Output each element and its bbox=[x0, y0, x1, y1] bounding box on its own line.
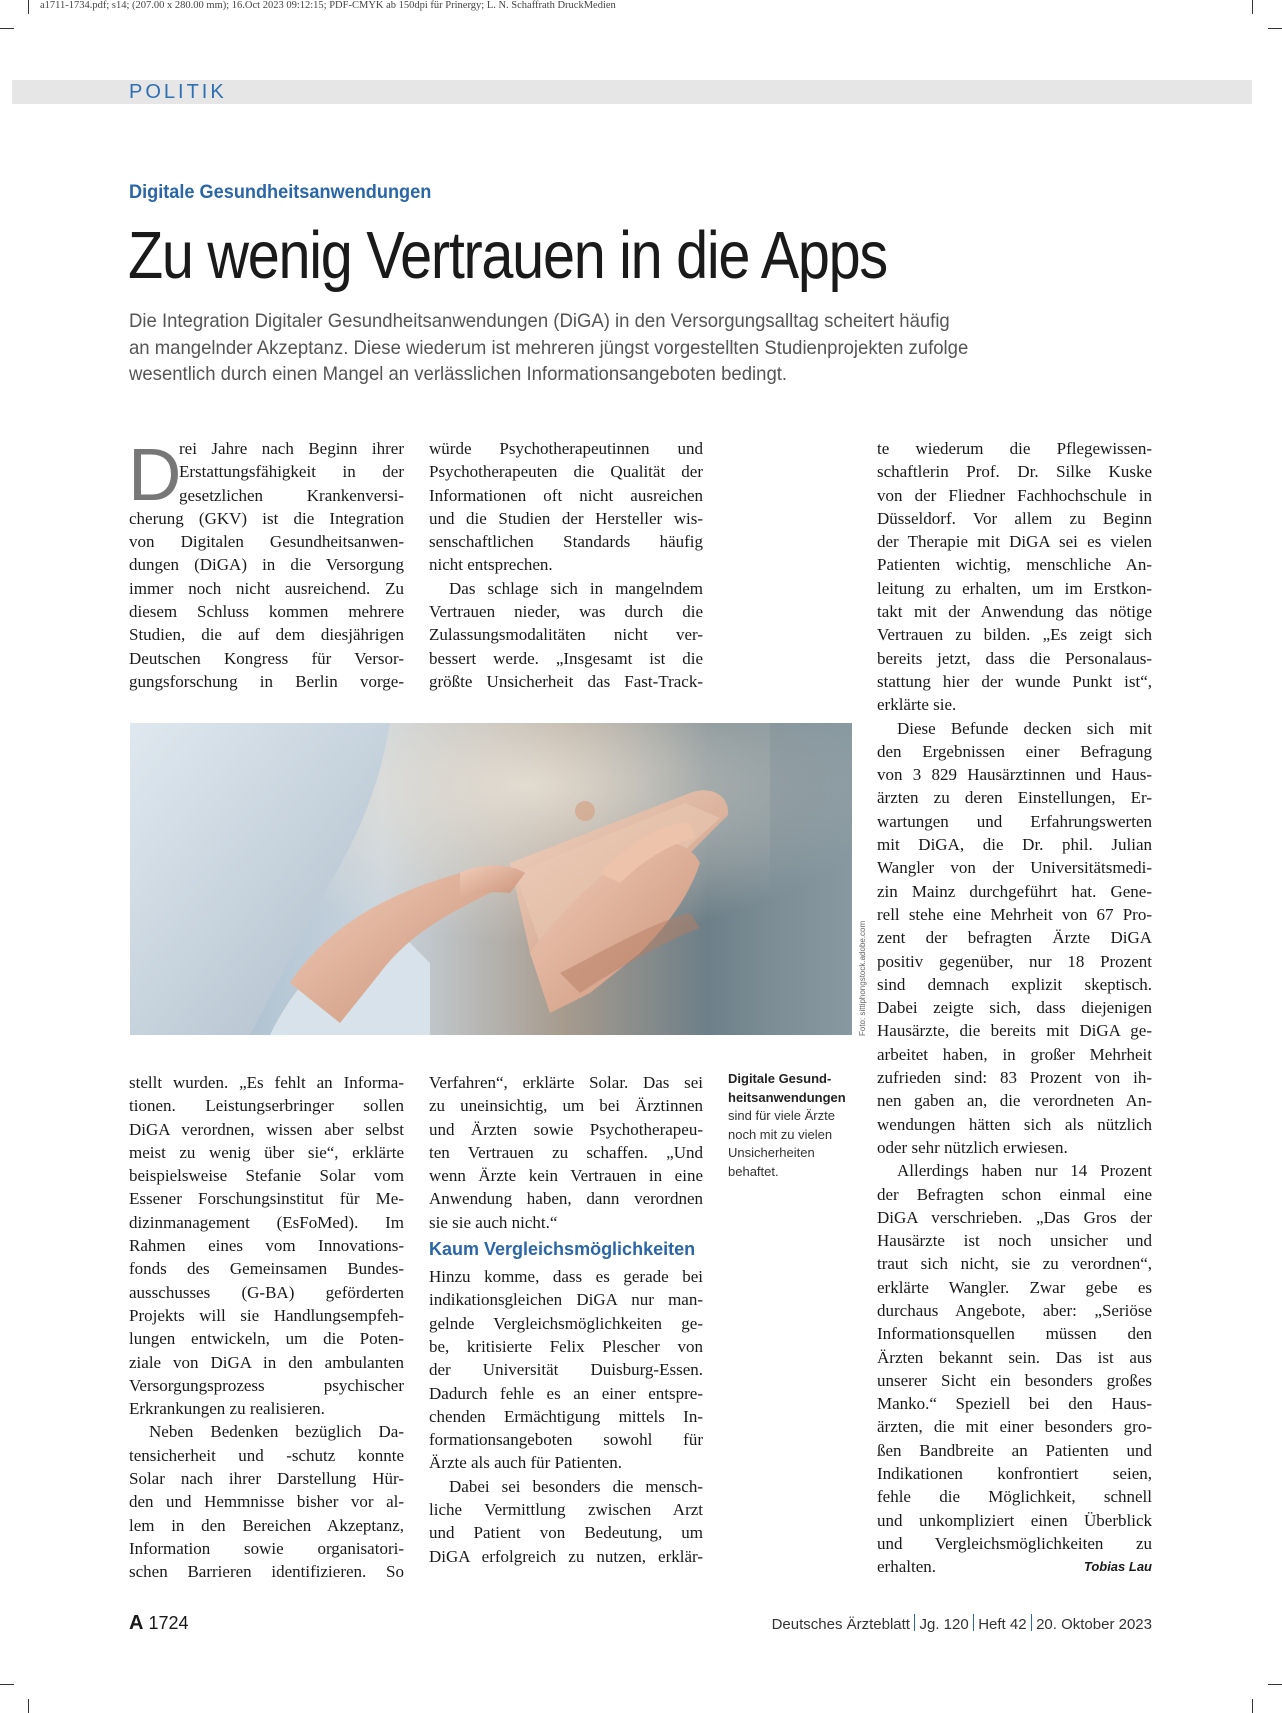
text-line: sie sie auch nicht.“ bbox=[429, 1212, 558, 1232]
separator bbox=[1031, 1614, 1033, 1631]
text-line: takt mit der Anwendung das nötige bbox=[877, 602, 1152, 622]
text-line: Neben Bedenken bezüglich Da- bbox=[149, 1422, 404, 1442]
photo-credit: Foto: sittiphongstock.adobe.com bbox=[858, 920, 867, 1036]
text-line: nicht entsprechen. bbox=[429, 555, 553, 575]
text-line: und Patient von Bedeutung, um bbox=[429, 1523, 703, 1543]
text-line: diesem Schluss kommen mehrere bbox=[129, 602, 404, 622]
crop-mark bbox=[1252, 0, 1253, 14]
text-line: und unkompliziert einen Überblick bbox=[877, 1510, 1152, 1530]
text-line: cherung (GKV) ist die Integration bbox=[129, 508, 404, 528]
text-line: gelnde Vergleichsmöglichkeiten ge- bbox=[429, 1313, 703, 1333]
text-line: dungen (DiGA) in die Versorgung bbox=[129, 555, 404, 575]
text-line: der Therapie mit DiGA sei es vielen bbox=[877, 532, 1152, 552]
column-1-bottom bbox=[129, 1071, 404, 1584]
text-line: zent der befragten Ärzte DiGA bbox=[877, 928, 1152, 948]
text-line: von Digitalen Gesundheitsanwen- bbox=[129, 532, 404, 552]
text-line: Hausärzte, die bereits mit DiGA ge- bbox=[877, 1021, 1152, 1041]
text-line: Rahmen eines vom Innovations- bbox=[129, 1236, 404, 1256]
text-line: ten Vertrauen zu schaffen. „Und bbox=[429, 1142, 703, 1162]
text-line: schaftlerin Prof. Dr. Silke Kuske bbox=[877, 462, 1152, 482]
journal-name: Deutsches Ärzteblatt bbox=[771, 1616, 910, 1633]
text-line: fehle die Möglichkeit, schnell bbox=[877, 1487, 1152, 1507]
text-line: be, kritisierte Felix Plescher von bbox=[429, 1336, 703, 1356]
text-line: tensicherheit und -schutz konnte bbox=[129, 1445, 404, 1465]
text-line: meist zu wenig über sie“, erklärte bbox=[129, 1142, 404, 1162]
text-line: Informationen oft nicht ausreichen bbox=[429, 485, 703, 505]
text-line: Versorgungsprozess psychischer bbox=[129, 1375, 404, 1395]
text-line: erklärte Wangler. Zwar gebe es bbox=[877, 1277, 1152, 1297]
text-line: ßen Bandbreite an Patienten und bbox=[877, 1440, 1152, 1460]
photo-caption bbox=[728, 1070, 858, 1181]
text-line: Dabei zeigte sich, dass diejenigen bbox=[877, 998, 1152, 1018]
text-line: wendungen hätten sich als nützlich bbox=[877, 1114, 1152, 1134]
text-line: bessert werde. „Insgesamt ist die bbox=[429, 648, 703, 668]
journal-date: 20. Oktober 2023 bbox=[1036, 1616, 1152, 1633]
text-line: zu uneinsichtig, um bei Ärztinnen bbox=[429, 1096, 703, 1116]
lead-line: an mangelnder Akzeptanz. Diese wiederum ist mehreren jüngst vorgestellten Studienprojekten zufolge bbox=[129, 336, 969, 359]
text-line: rell stehe eine Mehrheit von 67 Pro- bbox=[877, 904, 1152, 924]
text-line: Deutschen Kongress für Versor- bbox=[129, 648, 404, 668]
column-1-top bbox=[128, 433, 404, 693]
text-line: lungen entwickeln, um die Poten- bbox=[129, 1329, 404, 1349]
text-line: dizinmanagement (EsFoMed). Im bbox=[129, 1212, 404, 1232]
crop-mark bbox=[28, 0, 29, 14]
text-line: und die Studien der Hersteller wis- bbox=[429, 508, 703, 528]
text-line: ärzten zu deren Einstellungen, Er- bbox=[877, 788, 1152, 808]
text-line: Hinzu komme, dass es gerade bei bbox=[429, 1267, 703, 1287]
text-line: den Ergebnissen einer Befragung bbox=[877, 741, 1152, 761]
column-2-top bbox=[429, 437, 703, 693]
text-line: Dadurch fehle es an einer entspre- bbox=[429, 1383, 703, 1403]
text-line: positiv gegenüber, nur 18 Prozent bbox=[877, 951, 1152, 971]
text-line: rei Jahre nach Beginn ihrer bbox=[179, 439, 404, 458]
text-line: oder sehr nützlich erwiesen. bbox=[877, 1137, 1068, 1157]
text-line: Indikationen konfrontiert seien, bbox=[877, 1464, 1152, 1484]
caption-line: sind für viele Ärzte bbox=[728, 1108, 835, 1123]
text-line: gungsforschung in Berlin vorge- bbox=[129, 671, 404, 691]
text-line: tionen. Leistungserbringer sollen bbox=[129, 1096, 404, 1116]
headline: Zu wenig Vertrauen in die Apps bbox=[128, 218, 887, 293]
text-line: te wiederum die Pflegewissen- bbox=[877, 439, 1152, 458]
text-line: Diese Befunde decken sich mit bbox=[897, 718, 1152, 738]
separator bbox=[914, 1614, 916, 1631]
text-line: nen gaben an, die verordneten An- bbox=[877, 1091, 1152, 1111]
text-line: zufrieden sind: 83 Prozent von ih- bbox=[877, 1068, 1152, 1088]
text-line: ausschusses (G-BA) geförderten bbox=[129, 1282, 404, 1302]
crop-mark bbox=[0, 28, 14, 29]
text-line: leitung zu erhalten, um im Erstkon- bbox=[877, 578, 1152, 598]
journal-volume: Jg. 120 bbox=[919, 1616, 969, 1633]
text-line: liche Vermittlung zwischen Arzt bbox=[429, 1500, 703, 1520]
crop-mark bbox=[1252, 1699, 1253, 1713]
text-line: Patienten wichtig, menschliche An- bbox=[877, 555, 1152, 575]
text-line: sind demnach explizit skeptisch. bbox=[877, 974, 1152, 994]
column-3 bbox=[877, 437, 1152, 1579]
text-line: Ärzte als auch für Patienten. bbox=[429, 1453, 623, 1473]
text-line: den und Hemmnisse bisher vor al- bbox=[129, 1492, 404, 1512]
author-name: Tobias Lau bbox=[1083, 1559, 1152, 1575]
text-line: Verfahren“, erklärte Solar. Das sei bbox=[429, 1073, 703, 1092]
text-line: gesetzlichen Krankenversi- bbox=[179, 485, 404, 505]
text-line: unserer Sicht ein besonders großes bbox=[877, 1370, 1152, 1390]
text-line: arbeitet haben, in großer Mehrheit bbox=[877, 1044, 1152, 1064]
text-line: chenden Ermächtigung mittels In- bbox=[429, 1406, 703, 1426]
journal-issue: Heft 42 bbox=[978, 1616, 1027, 1633]
smartphone-photo bbox=[130, 723, 852, 1035]
last-line-with-author bbox=[877, 1555, 1152, 1578]
text-line: lem in den Bereichen Akzeptanz, bbox=[129, 1515, 404, 1535]
print-info-line: a1711-1734.pdf; s14; (207.00 x 280.00 mm); 16.Oct 2023 09:12:15; PDF-CMYK ab 150dpi für Prinergy; L. N. Schaffrath DruckMedien bbox=[40, 0, 616, 11]
text-line: wartungen und Erfahrungswerten bbox=[877, 811, 1152, 831]
text-line: Solar nach ihrer Darstellung Hür- bbox=[129, 1469, 404, 1489]
text-line: traut sich nicht, sie zu verordnen“, bbox=[877, 1254, 1152, 1274]
text-line: Projekts will sie Handlungsempfeh- bbox=[129, 1305, 404, 1325]
text-line: mit DiGA, die Dr. phil. Julian bbox=[877, 835, 1152, 855]
text-line: Erstattungsfähigkeit in der bbox=[179, 462, 404, 482]
text-line: durchaus Angebote, aber: „Seriöse bbox=[877, 1300, 1152, 1320]
text-line: der Befragten schon einmal eine bbox=[877, 1184, 1152, 1204]
column-2-bottom bbox=[429, 1071, 703, 1568]
text-line: erhalten. bbox=[877, 1557, 936, 1577]
text-line: würde Psychotherapeutinnen und bbox=[429, 439, 703, 458]
text-line: von 3 829 Hausärztinnen und Haus- bbox=[877, 765, 1152, 785]
crop-mark bbox=[0, 1684, 14, 1685]
page-number bbox=[129, 1612, 189, 1635]
text-line: Allerdings haben nur 14 Prozent bbox=[897, 1161, 1152, 1181]
separator bbox=[973, 1614, 975, 1631]
text-line: und Vergleichsmöglichkeiten zu bbox=[877, 1533, 1152, 1553]
text-line: von der Fliedner Fachhochschule in bbox=[877, 485, 1152, 505]
text-line: Zulassungsmodalitäten nicht ver- bbox=[429, 625, 703, 645]
text-line: Information sowie organisatori- bbox=[129, 1538, 404, 1558]
kicker: Digitale Gesundheitsanwendungen bbox=[129, 181, 432, 203]
text-line: stattung hier der wunde Punkt ist“, bbox=[877, 671, 1152, 691]
photo-illustration bbox=[130, 723, 852, 1035]
text-line: immer noch nicht ausreichend. Zu bbox=[129, 578, 404, 598]
text-line: formationsangeboten sowohl für bbox=[429, 1430, 703, 1450]
text-line: zin Mainz durchgeführt hat. Gene- bbox=[877, 881, 1152, 901]
text-line: Das schlage sich in mangelndem bbox=[449, 578, 703, 598]
text-line: senschaftlichen Standards häufig bbox=[429, 532, 703, 552]
text-line: DiGA verschrieben. „Das Gros der bbox=[877, 1207, 1152, 1227]
caption-bold-line: Digitale Gesund- bbox=[728, 1071, 832, 1086]
text-line: der Universität Duisburg-Essen. bbox=[429, 1360, 703, 1380]
text-line: Anwendung haben, dann verordnen bbox=[429, 1189, 703, 1209]
journal-info bbox=[772, 1614, 1152, 1633]
text-line: Informationsquellen müssen den bbox=[877, 1324, 1152, 1344]
text-line: Erkrankungen zu realisieren. bbox=[129, 1399, 325, 1419]
text-line: erklärte sie. bbox=[877, 695, 957, 715]
text-line: wenn Ärzte kein Vertrauen in eine bbox=[429, 1166, 703, 1186]
text-line: Vertrauen zu bilden. „Es zeigt sich bbox=[877, 625, 1152, 645]
text-line: fonds des Gemeinsamen Bundes- bbox=[129, 1259, 404, 1279]
page-number-value: 1724 bbox=[148, 1613, 189, 1633]
crop-mark bbox=[1268, 28, 1282, 29]
caption-bold-line: heitsanwendungen bbox=[728, 1089, 846, 1105]
crop-mark bbox=[1268, 1684, 1282, 1685]
text-line: stellt wurden. „Es fehlt an Informa- bbox=[129, 1073, 404, 1092]
text-line: DiGA verordnen, wissen aber selbst bbox=[129, 1119, 404, 1139]
text-line: beispielsweise Stefanie Solar vom bbox=[129, 1166, 404, 1186]
caption-line: behaftet. bbox=[728, 1163, 779, 1179]
text-line: Essener Forschungsinstitut für Me- bbox=[129, 1189, 404, 1209]
text-line: ärzten, die mit einer besonders gro- bbox=[877, 1417, 1152, 1437]
text-line: Düsseldorf. Vor allem zu Beginn bbox=[877, 508, 1152, 528]
lead-paragraph bbox=[129, 308, 1003, 388]
subheading: Kaum Vergleichsmöglichkeiten bbox=[429, 1239, 696, 1260]
text-line: Psychotherapeuten die Qualität der bbox=[429, 462, 703, 482]
caption-line: noch mit zu vielen bbox=[728, 1126, 833, 1142]
text-line: ziale von DiGA in den ambulanten bbox=[129, 1352, 404, 1372]
lead-line: wesentlich durch einen Mangel an verlässlichen Informationsangeboten bedingt. bbox=[129, 363, 788, 385]
text-line: schen Barrieren identifizieren. So bbox=[129, 1562, 404, 1582]
text-line: DiGA erfolgreich zu nutzen, erklär- bbox=[429, 1546, 703, 1566]
text-line: größte Unsicherheit das Fast-Track- bbox=[429, 671, 703, 691]
text-line: Manko.“ Speziell bei den Haus- bbox=[877, 1394, 1152, 1414]
text-line: und Ärzten sowie Psychotherapeu- bbox=[429, 1119, 703, 1139]
section-label: POLITIK bbox=[129, 81, 227, 103]
text-line: bereits jetzt, dass die Personalaus- bbox=[877, 648, 1152, 668]
text-line: Vertrauen nieder, was durch die bbox=[429, 602, 703, 622]
text-line: Ärzten bekannt sein. Das ist aus bbox=[877, 1347, 1152, 1367]
text-line: Studien, die auf dem diesjährigen bbox=[129, 625, 404, 645]
drop-cap: D bbox=[128, 433, 182, 516]
lead-line: Die Integration Digitaler Gesundheitsanwendungen (DiGA) in den Versorgungsalltag scheitert häufig bbox=[129, 310, 950, 332]
page-prefix: A bbox=[129, 1612, 144, 1634]
caption-line: Unsicherheiten bbox=[728, 1145, 815, 1160]
text-line: Hausärzte ist noch unsicher und bbox=[877, 1231, 1152, 1251]
text-line: indikationsgleichen DiGA nur man- bbox=[429, 1290, 703, 1310]
crop-mark bbox=[28, 1699, 29, 1713]
text-line: Wangler von der Universitätsmedi- bbox=[877, 858, 1152, 878]
text-line: Dabei sei besonders die mensch- bbox=[449, 1476, 703, 1496]
